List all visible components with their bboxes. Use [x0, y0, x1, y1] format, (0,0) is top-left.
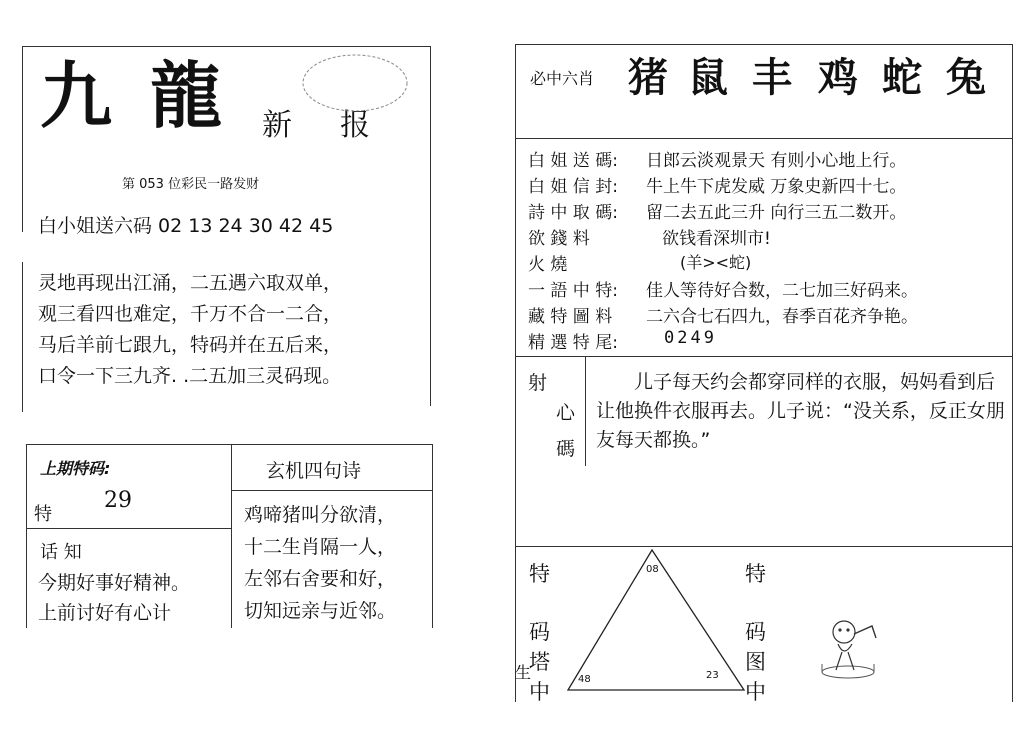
right-page-right-rule: [1012, 44, 1013, 702]
tower-sheng-char: 生: [515, 663, 532, 682]
bottom-box-mid-rule: [231, 444, 232, 628]
xuanji-title-rule: [231, 490, 432, 491]
right-page-left-rule: [515, 44, 516, 702]
tower-right-char: 特: [745, 562, 766, 586]
tower-left-number: 48: [578, 674, 591, 685]
joke-side-rule: [585, 356, 586, 466]
zodiac-char: 兔: [946, 54, 986, 101]
joke-side-char: 心: [556, 402, 576, 424]
info-row-key: 藏 特 圖 料: [528, 307, 613, 327]
poem-line: 观三看四也难定，千万不合一二合，: [38, 303, 343, 325]
top-rule: [22, 46, 430, 47]
xuanji-line: 鸡啼猪叫分欲清，: [244, 504, 397, 526]
zodiac-char: 蛇: [882, 54, 922, 101]
saying-line: 上前讨好有心计: [38, 602, 172, 624]
masthead-sub-char-2: 报: [340, 108, 370, 143]
info-row-value: 佳人等待好合数，二七加三好码来。: [646, 281, 918, 301]
info-row-value: 欲钱看深圳市!: [662, 229, 771, 249]
bizhong-label: 必中六肖: [530, 69, 595, 88]
info-row-value: 留二去五此三升 向行三五二数开。: [646, 203, 907, 223]
info-row-key: 欲 錢 料: [528, 229, 590, 249]
bottom-box-left-rule: [26, 444, 27, 628]
bai-xiaojie-six-codes: 白小姐送六码 02 13 24 30 42 45: [38, 215, 334, 237]
right-top-rule: [515, 44, 1012, 45]
tower-right-char: 中: [745, 680, 766, 704]
joke-top-rule: [515, 356, 1012, 357]
joke-side-char: 射: [528, 372, 548, 394]
info-row-key: 白 姐 送 碼:: [528, 151, 618, 171]
saying-line: 今期好事好精神。: [38, 572, 191, 594]
xuanji-line: 切知远亲与近邻。: [244, 600, 397, 622]
zodiac-char: 鸡: [818, 54, 858, 101]
tower-left-char: 码: [529, 620, 550, 644]
poem-left-rule: [22, 262, 23, 412]
masthead-big-char-1: 九: [40, 53, 113, 138]
bottom-box-right-rule: [432, 444, 433, 628]
info-row-key: 一 語 中 特:: [528, 281, 618, 301]
left-rule: [22, 46, 23, 232]
poem-line: 马后羊前七跟九，特码并在五后来，: [38, 334, 343, 356]
right-rule: [430, 46, 431, 406]
last-special-te: 特: [34, 504, 52, 525]
last-special-label: 上期特码:: [40, 459, 111, 478]
joke-text: 儿子每天约会都穿同样的衣服，妈妈看到后让他换件衣服再去。儿子说：“没关系，反正女朋友每天都换。”: [596, 371, 1005, 451]
xuanji-line: 十二生肖隔一人，: [244, 536, 397, 558]
tower-right-number: 23: [706, 670, 719, 681]
issue-line: 第 053 位彩民一路发财: [122, 177, 260, 192]
info-row-key: 白 姐 信 封:: [528, 177, 618, 197]
info-row-value: 牛上牛下虎发威 万象史新四十七。: [646, 177, 907, 197]
tower-right-char: 码: [745, 620, 766, 644]
rows-top-rule: [515, 138, 1012, 139]
bottom-box-top-rule: [26, 444, 432, 445]
saying-label: 话 知: [40, 542, 82, 563]
poem-line: 口令一下三九齐. .二五加三灵码现。: [38, 365, 342, 387]
tower-right-char: 图: [745, 650, 766, 674]
info-row-value: 日郎云淡观景天 有则小心地上行。: [646, 151, 907, 171]
poem-line: 灵地再现出江涌，二五遇六取双单，: [38, 272, 343, 294]
tower-left-char: 特: [529, 562, 550, 586]
zodiac-char: 猪: [628, 54, 668, 101]
cartoon-figure-icon: [818, 612, 892, 682]
last-special-bottom-rule: [26, 528, 231, 529]
last-special-value: 29: [104, 488, 132, 513]
tower-top-number: 08: [646, 564, 659, 575]
info-row-key: 精 選 特 尾:: [528, 333, 618, 353]
masthead-sub-char-1: 新: [262, 108, 292, 143]
masthead-big-char-2: 龍: [150, 53, 223, 138]
tower-left-char: 中: [529, 680, 550, 704]
tower-left-char: 塔: [529, 650, 550, 674]
joke-side-char: 碼: [556, 438, 576, 460]
info-row-key: 詩 中 取 碼:: [528, 203, 618, 223]
info-row-value: 0249: [664, 328, 717, 348]
tower-top-rule: [515, 546, 1012, 547]
zodiac-char: 丰: [752, 54, 792, 101]
zodiac-char: 鼠: [688, 54, 728, 101]
xuanji-title: 玄机四句诗: [266, 460, 362, 482]
info-row-key: 火 燒: [528, 255, 568, 275]
info-row-value: (羊><蛇): [680, 253, 752, 272]
xuanji-line: 左邻右舍要和好，: [244, 568, 397, 590]
info-row-value: 二六合七石四九，春季百花齐争艳。: [646, 307, 918, 327]
masthead-seal-oval: [300, 52, 410, 114]
